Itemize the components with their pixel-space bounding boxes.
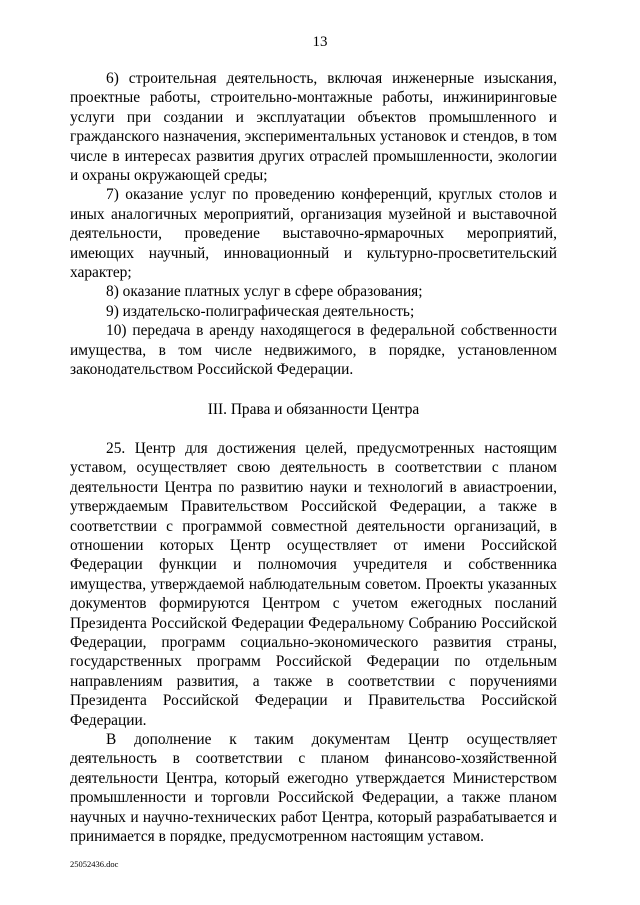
paragraph-clause-25: 25. Центр для достижения целей, предусмотренных настоящим уставом, осуществляет свою деятельность в соответствии с планом деятельности Центра по развитию науки и технологий в авиастроении, утверждаемым Правительством Российской Федерации, а также в соответствии с программой совместной деятельности организаций, в отношении которых Центр осуществляет от имени Российской Федерации функции и полномочия учредителя и собственника имущества, утверждаемой наблюдательным советом. Проекты указанных документов формируются Центром с учетом ежегодных посланий Президента Российской Федерации Федеральному Собранию Российской Федерации, программ социально-экономического развития страны, государственных программ Российской Федерации по отдельным направлениям развития, а также в соответствии с поручениями Президента Российской Федерации и Правительства Российской Федерации. [70,439,557,729]
section-heading: III. Права и обязанности Центра [207,400,420,418]
paragraph-item-6: 6) строительная деятельность, включая инженерные изыскания, проектные работы, строительно-монтажные работы, инжиниринговые услуги при создании и эксплуатации объектов промышленного и гражданского назначения, экспериментальных установок и стендов, в том числе в интересах развития других отраслей промышленности, экологии и охраны окружающей среды; [70,70,557,185]
document-body [70,69,557,846]
paragraph-item-8: 8) оказание платных услуг в сфере образования; [106,283,423,301]
document-file-code: 25052436.doc [70,859,119,869]
paragraph-item-7: 7) оказание услуг по проведению конференций, круглых столов и иных аналогичных мероприятий, организация музейной и выставочной деятельности, проведение выставочно-ярмарочных мероприятий, имеющих научный, инновационный и культурно-просветительский характер; [70,186,557,282]
paragraph-item-10: 10) передача в аренду находящегося в федеральной собственности имущества, в том числе недвижимого, в порядке, установленном законодательством Российской Федерации. [70,322,557,379]
page-number: 13 [312,34,328,50]
paragraph-clause-25-addition: В дополнение к таким документам Центр осуществляет деятельность в соответствии с планом финансово-хозяйственной деятельности Центра, который ежегодно утверждается Министерством промышленности и торговли Российской Федерации, а также планом научных и научно-технических работ Центра, который разрабатывается и принимается в порядке, предусмотренном настоящим уставом. [70,731,557,846]
paragraph-item-9: 9) издательско-полиграфическая деятельность; [106,302,415,320]
